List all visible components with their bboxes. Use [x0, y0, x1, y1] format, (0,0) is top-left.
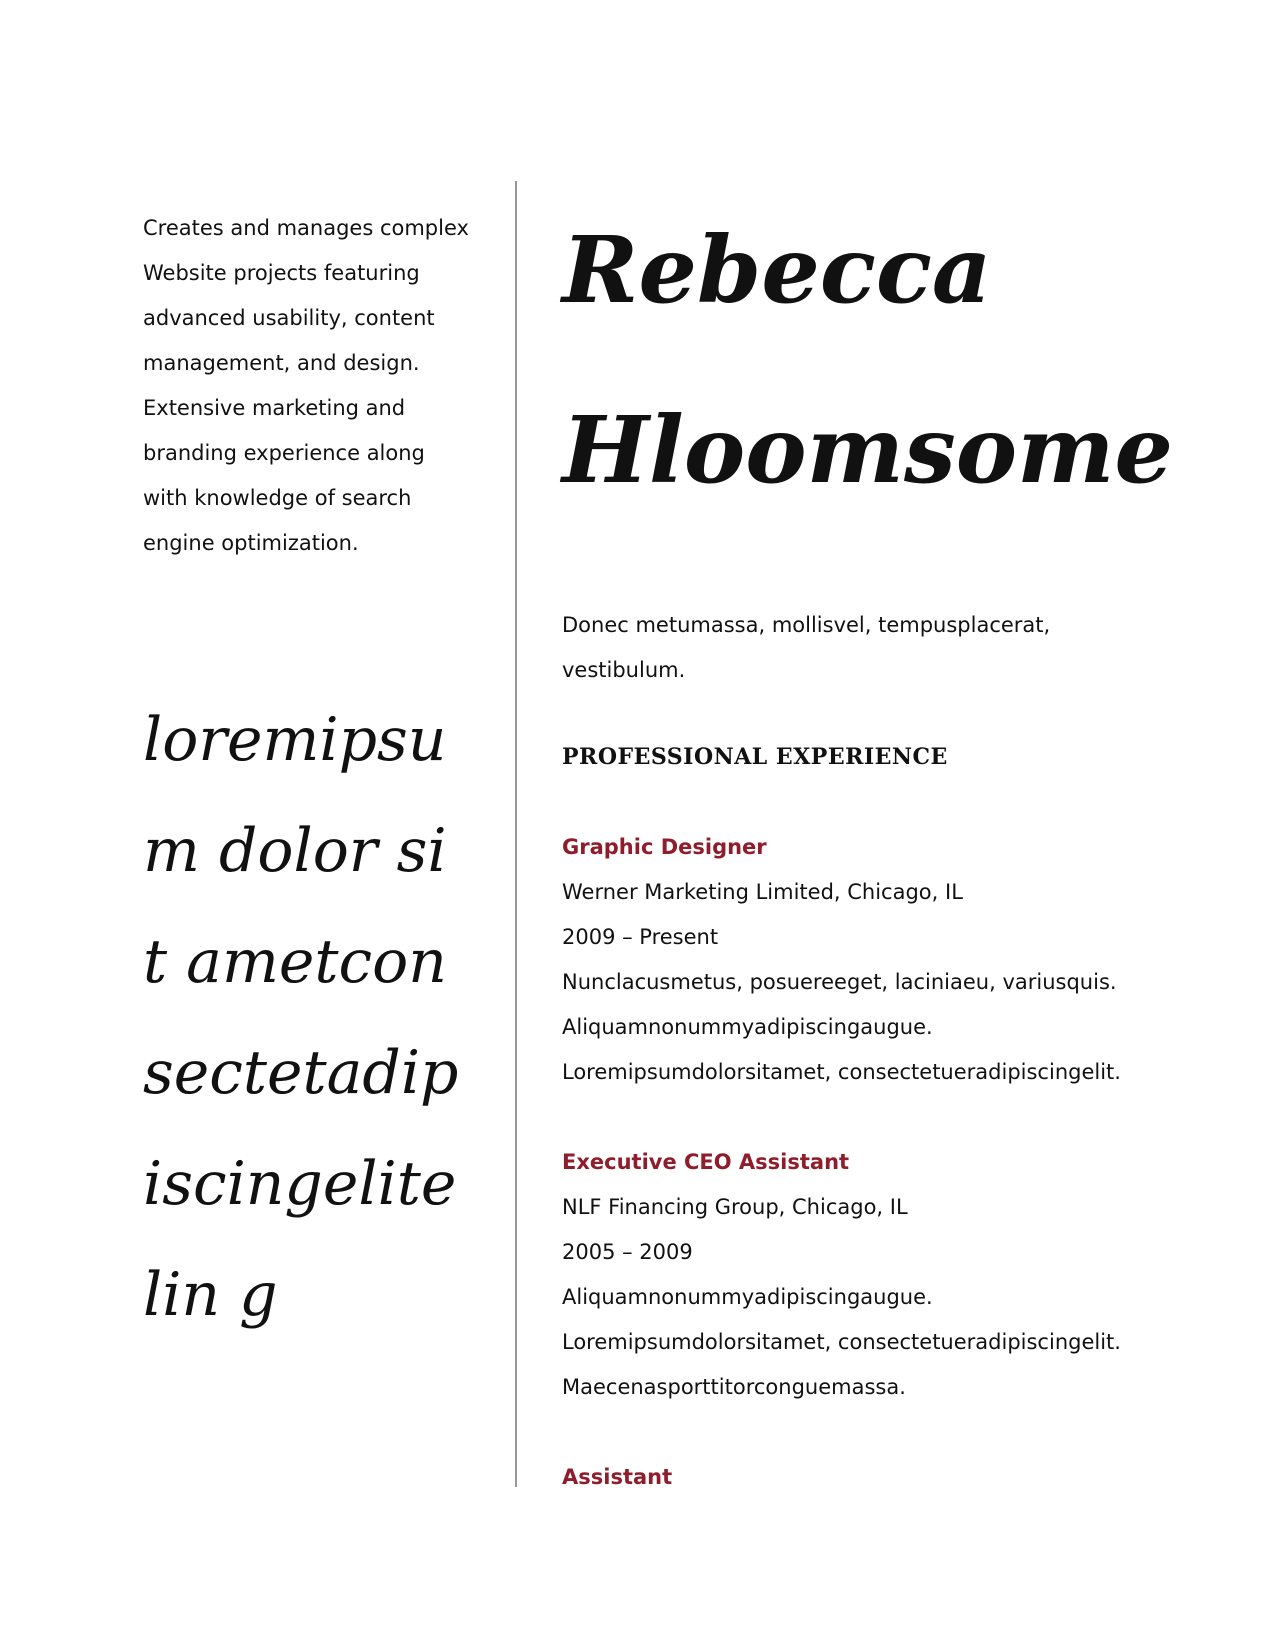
summary-line: advanced usability, content	[143, 306, 435, 330]
summary-line: with knowledge of search	[143, 486, 412, 510]
first-name: Rebecca	[562, 216, 992, 324]
main-column	[562, 180, 1173, 1500]
job-entry	[562, 825, 1162, 1095]
summary-line: Creates and manages complex	[143, 216, 469, 240]
summary-column	[143, 206, 473, 566]
job-title: Assistant	[562, 1465, 673, 1489]
tagline-text: loremipsum dolor sit ametconsectetadipiscingelitelin g	[143, 705, 459, 1330]
experience-heading: PROFESSIONAL EXPERIENCE	[562, 744, 948, 770]
job-dates: 2009 – Present	[562, 925, 719, 949]
objective-line: Donec metumassa, mollisvel, tempusplacerat,	[562, 613, 1051, 637]
job-company: Werner Marketing Limited, Chicago, IL	[562, 880, 963, 904]
column-divider	[515, 181, 517, 1487]
job-description: Loremipsumdolorsitamet, consectetueradipiscingelit.	[562, 1330, 1121, 1354]
summary-line: Website projects featuring	[143, 261, 420, 285]
job-title: Graphic Designer	[562, 835, 767, 859]
job-description: Nunclacusmetus, posuereeget, laciniaeu, variusquis.	[562, 970, 1117, 994]
job-company: NLF Financing Group, Chicago, IL	[562, 1195, 908, 1219]
job-title: Executive CEO Assistant	[562, 1150, 850, 1174]
applicant-name	[562, 180, 1173, 540]
objective-text	[562, 603, 1162, 693]
job-description: Aliquamnonummyadipiscingaugue.	[562, 1285, 933, 1309]
summary-line: engine optimization.	[143, 531, 359, 555]
job-description: Loremipsumdolorsitamet, consectetueradipiscingelit.	[562, 1060, 1121, 1084]
job-dates: 2005 – 2009	[562, 1240, 693, 1264]
summary-line: branding experience along	[143, 441, 425, 465]
job-entry	[562, 1455, 1162, 1500]
objective-line: vestibulum.	[562, 658, 686, 682]
summary-text	[143, 206, 473, 566]
summary-line: management, and design.	[143, 351, 420, 375]
job-description: Aliquamnonummyadipiscingaugue.	[562, 1015, 933, 1039]
job-description: Maecenasporttitorconguemassa.	[562, 1375, 906, 1399]
job-entry	[562, 1140, 1162, 1410]
summary-line: Extensive marketing and	[143, 396, 406, 420]
last-name: Hloomsome	[562, 396, 1173, 504]
